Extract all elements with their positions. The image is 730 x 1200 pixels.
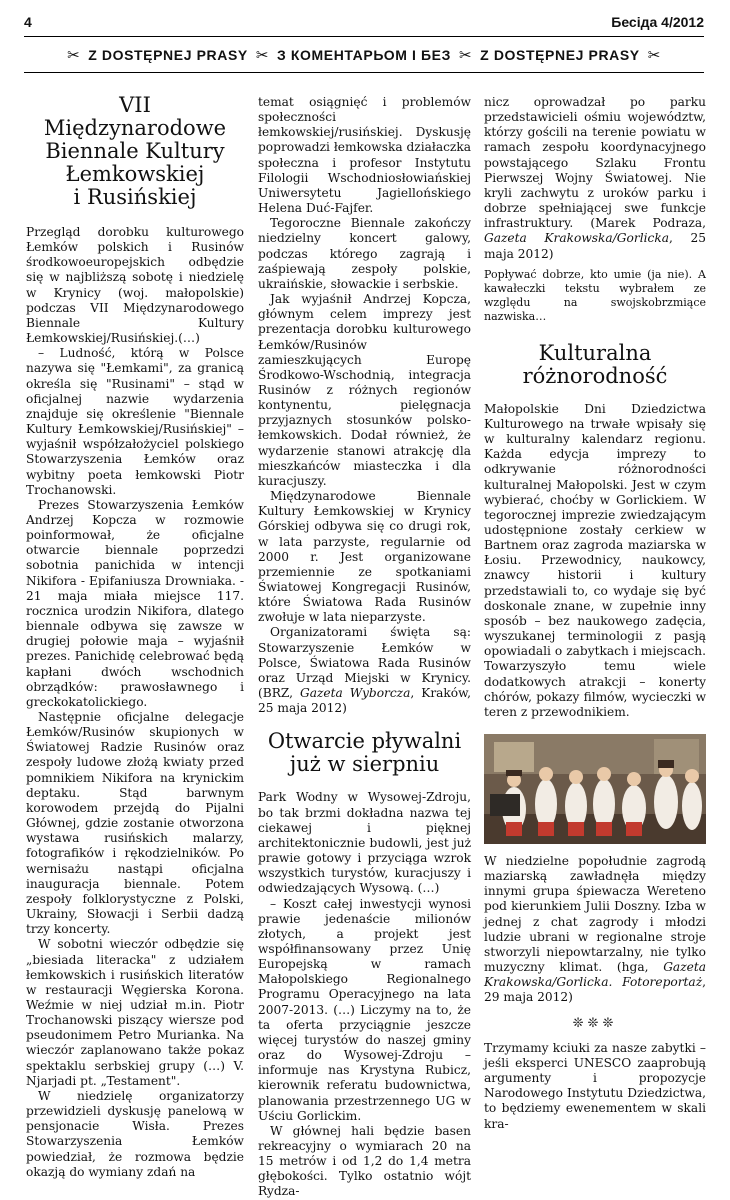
article-title-culture: Kulturalna różnorodność [522,340,668,388]
header-rule [24,36,704,37]
paragraph: Międzynarodowe Biennale Kultury Łemkowskiej w Krynicy Górskiej odbywa się co drugi rok, w lata parzyste, regularnie od 2000 r. Jest organizowane przemiennie ze spotkaniami Światowej Kongregacji Rusinów, które Światowa Rada Rusinów zwołuje w lata nieparzyste. [258,489,471,625]
column-3 [484,95,706,1131]
article-title-biennale: VII Międzynarodowe Biennale Kultury Łemkowskiej i Rusińskiej [43,93,227,209]
source-name: Gazeta Krakowska/Gorlicka. Fotoreportaż [484,960,706,990]
paragraph: Organizatorami święta są: Stowarzyszenie Łemków w Polsce, Światowa Rada Rusinów oraz Urząd Miejski w Krynicy. (BRZ, Gazeta Wyborcza, Kraków, 25 maja 2012) [258,625,471,716]
paragraph: Park Wodny w Wysowej-Zdroju, bo tak brzmi dokładna nazwa tej ciekawej i pięknej architektonicznie budowli, jest już prawie gotowy i przyciąga wzrok wszystkich turystów, kuracjuszy i odwiedzających Wysową. (…) [258,790,471,896]
paragraph: Jak wyjaśnił Andrzej Kopcza, głównym celem imprezy jest prezentacja dorobku kulturowego Łemków/Rusinów zamieszkujących Europę Środkowo-Wschodnią, integracja Rusinów z różnych regionów kontynentu, pielęgnacja przyjaznych stosunków polsko-łemkowskich. Dodał również, że wydarzenie stanowi atrakcję dla mieszkańców miasteczka i dla kuracjuszy. [258,292,471,488]
banner-rule [24,72,704,73]
paragraph: W sobotni wieczór odbędzie się „biesiada literacka" z udziałem łemkowskich i rusińskich literatów w restauracji Węgierska Korona. Weźmie w niej udział m.in. Piotr Trochanowski piszący wiersze pod pseudonimem Petro Murianka. Na wieczór zaplanowano także pokaz spektaklu serbskiej grupy (…) V. Njarjadi pt. „Testament". [26,937,244,1088]
choir-photo [484,734,706,844]
paragraph: W niedzielne popołudnie zagrodą maziarską zawładnęła między innymi grupa śpiewacza Wereteno pod kierunkiem Julii Doszny. Izba w jednej z chat zagrody i młodzi ludzie ubrani w regionalne stroje stworzyli niepowtarzalny, nie tylko muzyczny klimat. (hga, Gazeta Krakowska/Gorlicka. Fotoreportaż, 29 maja 2012) [484,854,706,1005]
paragraph: temat osiągnięć i problemów społeczności łemkowskiej/rusińskiej. Dyskusję poprowadzi łemkowska działaczka społeczna i profesor Instytutu Filologii Wschodniosłowiańskiej Uniwersytetu Jagiellońskiego Helena Duć-Fajfer. [258,95,471,216]
paragraph: W niedzielę organizatorzy przewidzieli dyskusję panelową w pensjonacie Wisła. Prezes Stowarzyszenia Łemków powiedział, że rozmowa będzie okazją do wymiany zdań na [26,1088,244,1179]
paragraph: Prezes Stowarzyszenia Łemków Andrzej Kopcza w rozmowie poinformował, że oficjalne otwarcie biennale poprzedzi sobotnia panichida w intencji Nikifora - Epifaniusza Drowniaka. - 21 maja miała miejsce 117. rocznica urodzin Nikifora, dlatego biennale odbywa się zawsze w drugiej połowie maja – wyjaśnił prezes. Panichidę celebrować będą kapłani dwóch wschodnich obrządków: prawosławnego i greckokatolickiego. [26,497,244,709]
issue-label: Бесіда 4/2012 [611,14,704,30]
paragraph: Małopolskie Dni Dziedzictwa Kulturowego na trwałe wpisały się w kulturalny kalendarz regionu. Każda edycja imprezy to odkrywanie różnorodności kulturalnej Małopolski. Jest w czym wybierać, choćby w Gorlickiem. W tegorocznej imprezie zwiedzającym udostępnione zostały cerkiew w Bartnem oraz zagroda maziarska w Łosiu. Przewodnicy, naukowcy, znawcy historii i kultury przedstawiali to, co wydaje się być doskonale znane, w zupełnie inny sposób – bez naukowego zadęcia, wyszukanej terminologii z pasją opowiadali o zabytkach i miejscach. Towarzyszyło temu wiele dodatkowych atrakcji – konerty chórów, pokazy filmów, wycieczki w teren z przewodnikiem. [484,401,706,719]
scissors-icon: ✂ [647,47,661,64]
source-name: Gazeta Krakowska/Gorlicka [484,231,669,246]
editor-note: Popływać dobrze, kto umie (ja nie). A kawałeczki tekstu wybrałem ze względu na swojskobrzmiące nazwiska… [484,267,706,323]
article-title-pool: Otwarcie pływalni już w sierpniu [267,729,462,777]
scissors-icon: ✂ [67,47,81,64]
paragraph: nicz oprowadzał po parku przedstawicieli ośmiu województw, którzy gościli na terenie powiatu w ramach zespołu koordynacyjnego powstającego Szlaku Frontu Pierwszej Wojny Światowej. Nie kryli zachwytu z uroków parku i dobrze spełniającej swe funkcje infrastruktury. (Marek Podraza, Gazeta Krakowska/Gorlicka, 25 maja 2012) [484,95,706,261]
section-banner [24,44,704,66]
paragraph: – Koszt całej inwestycji wynosi prawie jedenaście milionów złotych, a projekt jest współfinansowany przez Unię Europejską w ramach Małopolskiego Regionalnego Programu Operacyjnego na lata 2007-2013. (…) Liczymy na to, że ta oferta przyciągnie jeszcze więcej turystów do naszej gminy oraz do Wysowej-Zdroju – informuje nas Krystyna Rubicz, kierownik referatu budownictwa, planowania przestrzennego UG w Uściu Gorlickim. [258,896,471,1123]
column-2 [258,95,471,1199]
banner-middle: З КОМЕНТАРЬОМ І БЕЗ [277,47,451,63]
paragraph: – Ludność, którą w Polsce nazywa się "Łemkami", za granicą określa się "Rusinami" – stąd w oficjalnej nazwie wydarzenia znajduje się określenie "Biennale Kultury Łemkowskiej/Rusińskiej" – wyjaśnił współzałożyciel polskiego Stowarzyszenia Łemków oraz wybitny poeta łemkowski Piotr Trochanowski. [26,346,244,497]
column-1 [26,92,244,1179]
paragraph: Następnie oficjalne delegacje Łemków/Rusinów skupionych w Światowej Radzie Rusinów oraz zespoły ludowe złożą kwiaty przed pomnikiem Nikifora na krynickim deptaku. Stąd barwnym korowodem przejdą do Pijalni Głównej, gdzie zostanie otworzona wystawa rusińskich malarzy, fotografików i rękodzielników. Po wernisażu nastąpi oficjalna inauguracja biennale. Potem zespoły folklorystyczne z Polski, Ukrainy, Słowacji i Serbii dadzą trzy koncerty. [26,710,244,937]
scissors-icon: ✂ [459,47,473,64]
paragraph: Tegoroczne Biennale zakończy niedzielny koncert galowy, podczas którego zagrają i zaśpiewają zespoły polskie, ukraińskie, słowackie i serbskie. [258,216,471,291]
banner-right: Z DOSTĘPNEJ PRASY [480,47,640,63]
source-name: Gazeta Wyborcza [299,686,411,701]
paragraph: Trzymamy kciuki za nasze zabytki – jeśli eksperci UNESCO zaaprobują argumenty i propozycje Narodowego Instytutu Dziedzictwa, to będziemy ewenementem w skali kra- [484,1040,706,1131]
paragraph: Przegląd dorobku kulturowego Łemków polskich i Rusinów środkowoeuropejskich odbędzie się w najbliższą sobotę i niedzielę w Krynicy (woj. małopolskie) podczas VII Międzynarodowego Biennale Kultury Łemkowskiej/Rusińskiej.(…) [26,225,244,346]
scissors-icon: ✂ [255,47,269,64]
section-divider-icon: ❊❊❊ [572,1015,618,1031]
page-number: 4 [24,14,32,30]
banner-left: Z DOSTĘPNEJ PRASY [88,47,248,63]
page-header [24,14,704,30]
paragraph: W głównej hali będzie basen rekreacyjny o wymiarach 20 na 15 metrów i od 1,2 do 1,4 metra głębokości. Tylko ostatnio wójt Rydza- [258,1123,471,1199]
